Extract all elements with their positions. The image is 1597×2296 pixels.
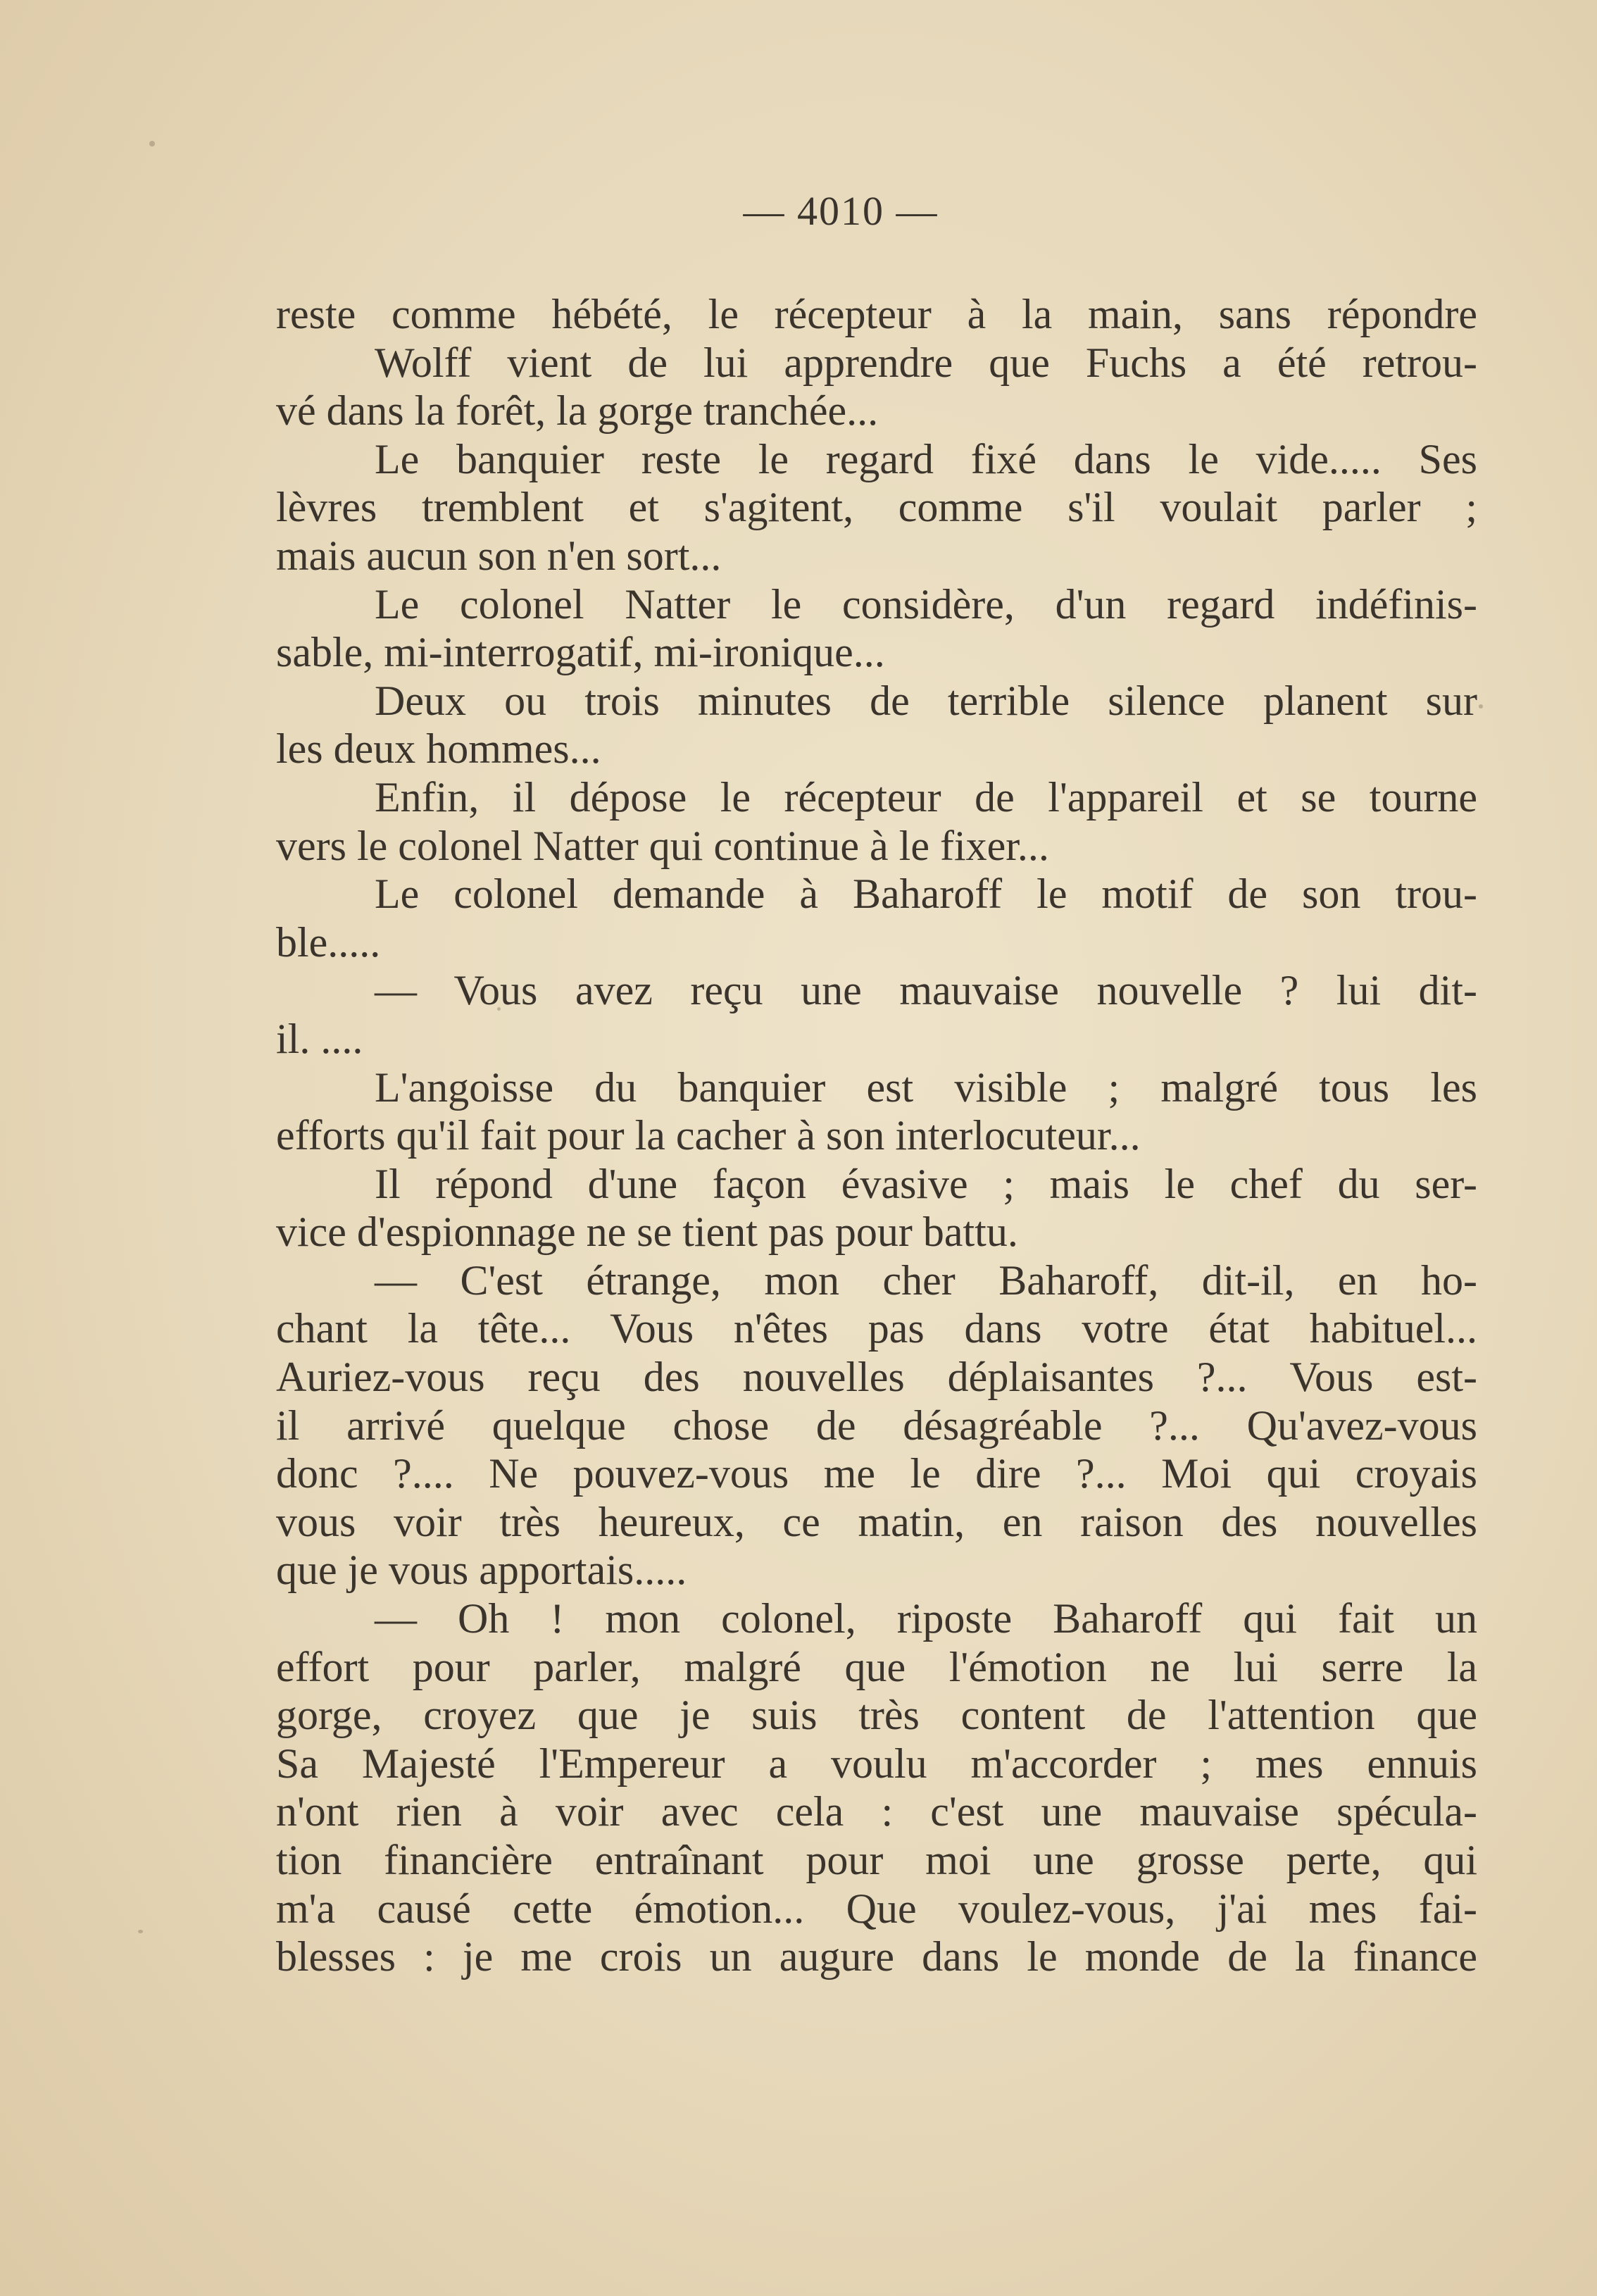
text-line: Le colonel demande à Baharoff le motif de son trou- [375,871,1477,918]
text-line: Wolff vient de lui apprendre que Fuchs a été retrou- [375,339,1477,386]
text-line: vous voir très heureux, ce matin, en raison des nouvelles [276,1498,1477,1545]
text-line: m'a causé cette émotion... Que voulez-vous, j'ai mes fai- [276,1885,1477,1932]
paper-speck [497,1007,501,1011]
paper-speck [149,141,155,146]
paper-speck [138,1930,143,1933]
text-line: efforts qu'il fait pour la cacher à son interlocuteur... [276,1112,1141,1159]
paper-speck [1479,704,1483,709]
text-line: vers le colonel Natter qui continue à le fixer... [276,822,1049,869]
text-line: les deux hommes... [276,725,601,773]
text-line: — Vous avez reçu une mauvaise nouvelle ? lui dit- [375,967,1477,1014]
text-line: lèvres tremblent et s'agitent, comme s'il voulait parler ; [276,484,1477,531]
text-line: Enfin, il dépose le récepteur de l'appareil et se tourne [375,773,1477,821]
page-number: — 4010 — [743,188,939,234]
body-text [276,290,1477,1981]
text-line: blesses : je me crois un augure dans le monde de la finance [276,1933,1477,1980]
text-line: il. .... [276,1015,363,1062]
text-line: ble..... [276,918,381,966]
text-line: chant la tête... Vous n'êtes pas dans votre état habituel... [276,1305,1477,1352]
text-line: sable, mi-interrogatif, mi-ironique... [276,629,885,676]
text-line: — C'est étrange, mon cher Baharoff, dit-il, en ho- [375,1256,1477,1304]
text-line: effort pour parler, malgré que l'émotion ne lui serre la [276,1643,1477,1690]
text-line: gorge, croyez que je suis très content de l'attention que [276,1692,1477,1739]
text-line: Le banquier reste le regard fixé dans le vide..... Ses [375,435,1477,482]
text-line: reste comme hébété, le récepteur à la main, sans répondre [276,291,1477,337]
text-line: donc ?.... Ne pouvez-vous me le dire ?... Moi qui croyais [276,1450,1477,1497]
text-line: Le colonel Natter le considère, d'un regard indéfinis- [375,580,1477,628]
text-line: il arrivé quelque chose de désagréable ?... Qu'avez-vous [276,1402,1477,1449]
text-line: vé dans la forêt, la gorge tranchée... [276,387,879,435]
text-line: tion financière entraînant pour moi une grosse perte, qui [276,1837,1477,1883]
text-line: Deux ou trois minutes de terrible silence planent sur [375,677,1477,724]
text-line: mais aucun son n'en sort... [276,532,722,579]
text-line: L'angoisse du banquier est visible ; malgré tous les [375,1063,1477,1111]
text-line: que je vous apportais..... [276,1547,687,1594]
text-line: n'ont rien à voir avec cela : c'est une mauvaise spécula- [276,1788,1477,1835]
text-line: Sa Majesté l'Empereur a voulu m'accorder ; mes ennuis [276,1740,1477,1787]
text-line: — Oh ! mon colonel, riposte Baharoff qui fait un [375,1595,1477,1642]
text-line: vice d'espionnage ne se tient pas pour battu. [276,1209,1018,1256]
text-line: Auriez-vous reçu des nouvelles déplaisantes ?... Vous est- [276,1354,1477,1401]
text-line: Il répond d'une façon évasive ; mais le chef du ser- [375,1160,1477,1207]
